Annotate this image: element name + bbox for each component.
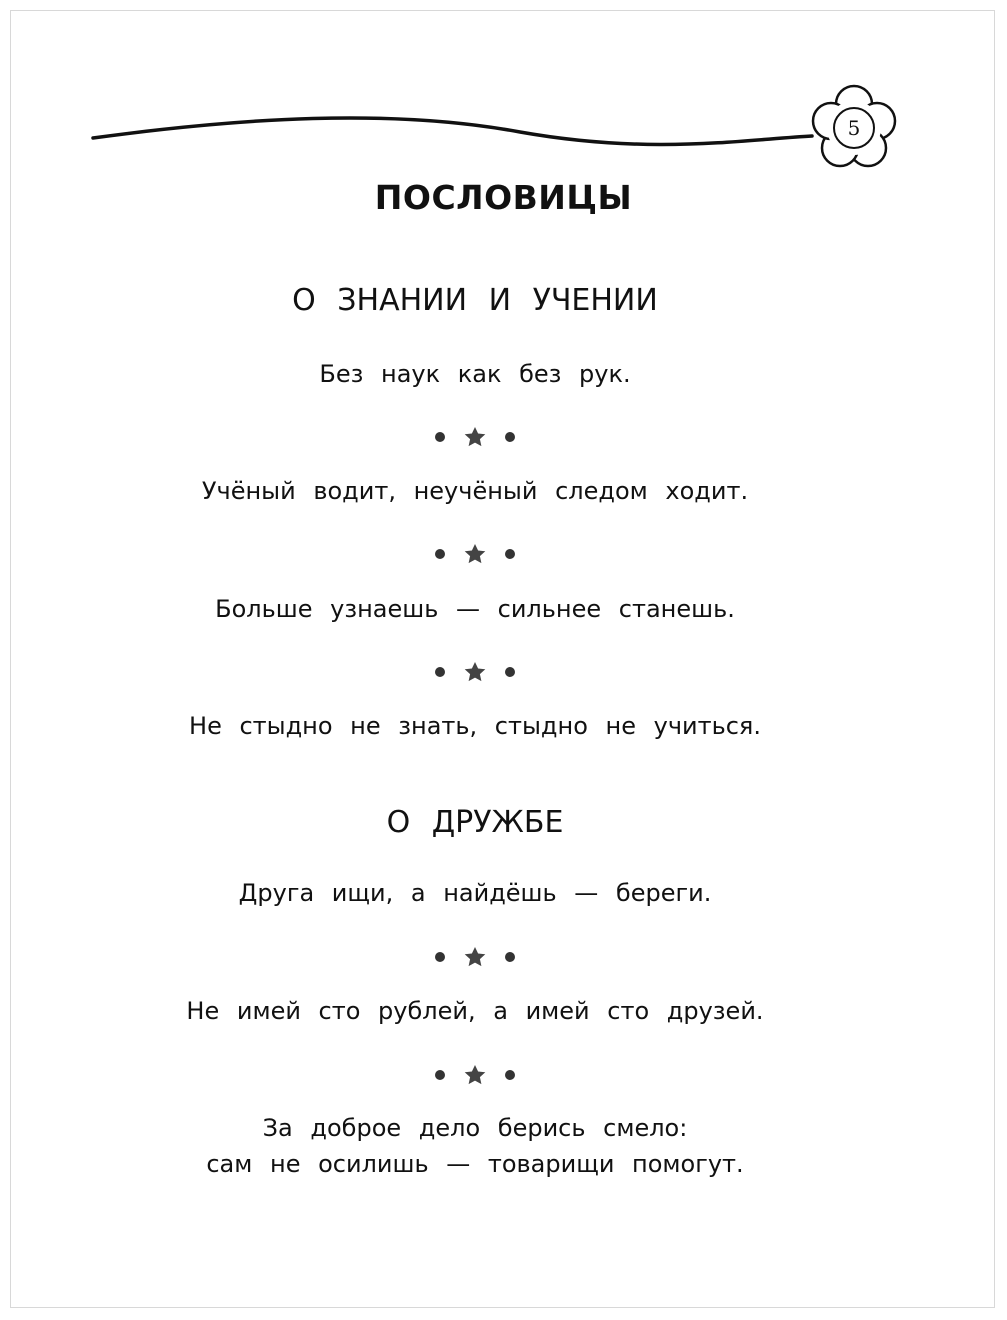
- proverb-text: Учёный водит, неучёный следом ходит.: [201, 477, 749, 505]
- dot-star-separator-icon: [430, 945, 520, 969]
- proverb-text: Больше узнаешь — сильнее станешь.: [215, 595, 735, 623]
- proverb-text: сам не осилишь — товарищи помогут.: [206, 1150, 744, 1178]
- dot-star-separator-icon: [430, 1063, 520, 1087]
- section-heading-friendship: О ДРУЖБЕ: [386, 805, 564, 840]
- section-heading-knowledge: О ЗНАНИИ И УЧЕНИИ: [292, 283, 658, 318]
- dot-star-separator-icon: [430, 660, 520, 684]
- decorative-wave-line: [93, 118, 812, 145]
- page-number: 5: [847, 116, 861, 140]
- proverb-text: Друга ищи, а найдёшь — береги.: [238, 879, 712, 907]
- dot-star-separator-icon: [430, 425, 520, 449]
- proverb-text: Без наук как без рук.: [319, 360, 631, 388]
- page-title: ПОСЛОВИЦЫ: [374, 178, 633, 217]
- proverb-text: Не стыдно не знать, стыдно не учиться.: [189, 712, 761, 740]
- proverb-text: Не имей сто рублей, а имей сто друзей.: [186, 997, 764, 1025]
- header-decoration: [0, 0, 1007, 200]
- dot-star-separator-icon: [430, 542, 520, 566]
- proverb-text: За доброе дело берись смело:: [262, 1114, 688, 1142]
